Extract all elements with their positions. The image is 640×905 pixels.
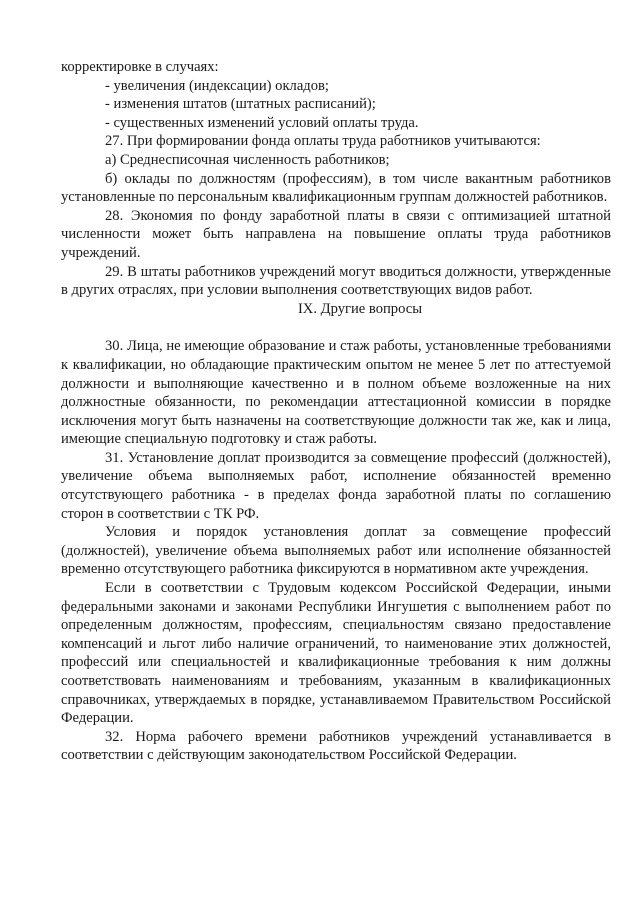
paragraph-31-conditions: Условия и порядок установления доплат за совмещение профессий (должностей), увеличение объема выполняемых работ или исполнение обязанностей временно отсутствующего работника фиксируются в нормативном акте учреждения. bbox=[61, 524, 611, 578]
list-item-indexation: - увеличения (индексации) окладов; bbox=[105, 77, 329, 94]
paragraph-28: 28. Экономия по фонду заработной платы в связи с оптимизацией штатной численности может быть направлена на повышение оплаты труда работников учреждений. bbox=[61, 207, 611, 261]
paragraph-27b: б) оклады по должностям (профессиям), в том числе вакантным работников установленные по персональным квалификационным группам должностей работников. bbox=[61, 170, 611, 206]
section-spacer bbox=[61, 318, 611, 337]
list-item-pay-conditions: - существенных изменений условий оплаты труда. bbox=[105, 114, 419, 131]
list-item-staff-changes: - изменения штатов (штатных расписаний); bbox=[105, 96, 376, 113]
intro-line: корректировке в случаях: bbox=[61, 59, 219, 75]
paragraph-32: 32. Норма рабочего времени работников учреждений устанавливается в соответствии с действующим законодательством Российской Федерации. bbox=[61, 728, 611, 764]
paragraph-29: 29. В штаты работников учреждений могут вводиться должности, утвержденные в других отраслях, при условии выполнения соответствующих видов работ. bbox=[61, 263, 611, 299]
document-page bbox=[61, 58, 611, 765]
paragraph-30: 30. Лица, не имеющие образование и стаж работы, установленные требованиями к квалификации, но обладающие практическим опытом не менее 5 лет по аттестуемой должности и выполняющие качественно и в полном объеме возложенные на них должностные обязанности, по рекомендации аттестационной комиссии в порядке исключения могут быть назначены на соответствующие должности так же, как и лица, имеющие специальную подготовку и стаж работы. bbox=[61, 338, 611, 448]
paragraph-27: 27. При формировании фонда оплаты труда работников учитываются: bbox=[105, 133, 541, 150]
section-title: IX. Другие вопросы bbox=[297, 300, 423, 317]
paragraph-27a: а) Среднесписочная численность работников; bbox=[105, 151, 390, 168]
paragraph-31: 31. Установление доплат производится за совмещение профессий (должностей), увеличение объема выполняемых работ, исполнение обязанностей временно отсутствующего работника - в пределах фонда заработной платы по соглашению сторон в соответствии с ТК РФ. bbox=[61, 449, 611, 522]
paragraph-31-compensations: Если в соответствии с Трудовым кодексом Российской Федерации, иными федеральными законами и законами Республики Ингушетия с выполнением работ по определенным должностям, профессиям, специальностям связано предоставление компенсаций и льгот либо наличие ограничений, то наименование этих должностей, профессий или специальностей и квалификационные требования к ним должны соответствовать наименованиям и требованиям, указанным в квалификационных справочниках, утверждаемых в порядке, устанавливаемом Правительством Российской Федерации. bbox=[61, 580, 611, 727]
